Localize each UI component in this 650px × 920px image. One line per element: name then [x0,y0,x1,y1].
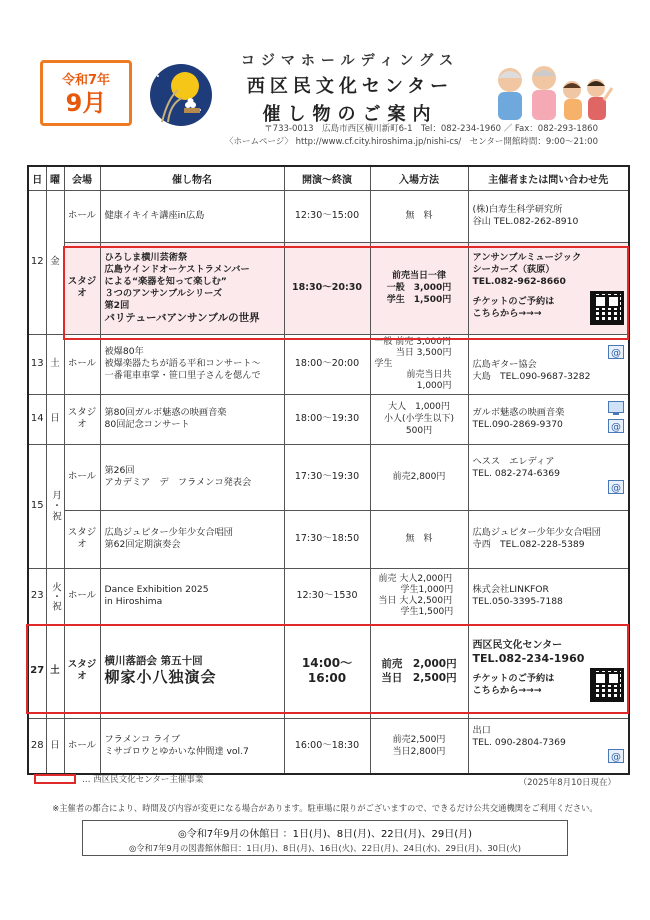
event-name-cell [100,568,284,624]
admission-line: 1,000円 [416,380,452,391]
event-line: 横川落語会 第五十回 [104,655,203,667]
table-row [28,242,629,334]
event-title: 柳家小八独演会 [104,668,217,686]
day-cell: 13 [28,334,46,394]
admission-line: 前売当日一律 [391,271,446,281]
time-cell: 16:00～18:30 [284,718,370,774]
event-name-cell [100,624,284,718]
event-line: 第80回ガルボ魅惑の映画音楽 [104,407,227,418]
contact-cell [468,394,629,444]
page-title: 催し物のご案内 [262,104,438,125]
contact-line: TEL. 082-274-6369 [472,468,560,479]
venue-cell: スタジオ [64,624,100,718]
event-line: 80回記念コンサート [104,419,190,430]
admission-line: 学生1,000円 [400,585,454,595]
event-line: 健康イキイキ講座in広島 [104,210,205,221]
contact-line: TEL.082-234-1960 [472,652,585,665]
time-cell: 12:30～1530 [284,568,370,624]
event-line: ３つのアンサンブルシリーズ [104,288,223,299]
event-line: バリテューバアンサンブルの世界 [104,312,260,324]
closed-days: ◎令和7年9月の休館日 ：1日(月)、8日(月)、22日(月)、29日(月) [177,829,472,840]
admission-line: 学生 [374,358,393,369]
table-row [28,444,629,510]
venue-cell: ホール [64,190,100,242]
ticket-link-text: こちらから→→→ [472,685,542,696]
contact-cell [468,190,629,242]
event-line: Dance Exhibition 2025 [104,584,209,595]
event-line: in Hiroshima [104,596,163,607]
day-cell: 15 [28,444,46,568]
admission-line: 学生1,500円 [400,607,454,617]
time-cell: 18:00～20:00 [284,334,370,394]
time-line: 14:00～ [301,656,353,670]
day-cell: 12 [28,190,46,334]
admission-line: 無 料 [405,211,433,221]
email-icon[interactable] [608,749,624,763]
website-line: 〈ホームページ〉 http://www.cf.city.hiroshima.jp/nishi-cs/ センター開館時間：9:00～21:00 [224,137,598,147]
event-name-cell [100,444,284,510]
event-line: 広島ジュピター少年少女合唱団 [104,527,233,538]
admission-line: 学生 1,500円 [386,295,452,305]
time-cell: 17:30～19:30 [284,444,370,510]
event-schedule-table [27,165,630,775]
table-row [28,510,629,568]
day-cell: 28 [28,718,46,774]
contact-cell [468,510,629,568]
contact-line: 株式会社LINKFOR [472,584,549,595]
venue-cell: スタジオ [64,510,100,568]
contact-line: TEL.082-962-8660 [472,275,566,287]
contact-line: シーカーズ（荻原） [472,263,555,275]
email-icon[interactable] [608,419,624,433]
admission-line: 当日 3,500円 [395,347,452,358]
event-line: 一番電車車掌・笹口里子さんを偲んで [104,370,261,381]
legend-text: … 西区民文化センター主催事業 [82,775,204,785]
table-row [28,718,629,774]
column-header: 開演～終演 [284,166,370,190]
contact-line: 西区民文化センター [472,640,563,651]
event-name-cell [100,510,284,568]
admission-line: 前売2,800円 [392,472,446,482]
column-header: 会場 [64,166,100,190]
table-row [28,394,629,444]
table-row [28,334,629,394]
contact-line: アンサンブルミュージック [472,251,582,263]
weekday-cell: 土 [46,334,64,394]
event-line: 第62回定期演奏会 [104,539,181,550]
venue-cell: ホール [64,568,100,624]
admission-cell [370,624,468,718]
contact-line: ヘスス エレディア [472,456,555,467]
month-label: 9月 [65,89,107,117]
admission-cell [370,444,468,510]
time-cell: 12:30～15:00 [284,190,370,242]
column-header: 催し物名 [100,166,284,190]
weekday-cell: 月・祝 [46,444,64,568]
admission-line: 前売2,500円 [392,734,446,745]
month-badge [40,60,132,126]
contact-cell [468,334,629,394]
admission-line: 500円 [405,426,433,436]
weekday-cell: 金 [46,190,64,334]
contact-line: 広島ギター協会 [472,359,537,370]
admission-line: 当日2,800円 [392,746,446,757]
event-name-cell [100,718,284,774]
contact-line: (株)白寿生科学研究所 [472,204,563,215]
as-of-date: （2025年8月10日現在） [518,778,616,788]
family-illustration [484,64,614,122]
contact-cell [468,624,629,718]
day-cell: 14 [28,394,46,444]
table-row [28,190,629,242]
contact-cell [468,242,629,334]
admission-cell [370,242,468,334]
admission-line: 当日 2,500円 [381,672,457,684]
closed-days-box [82,820,568,856]
table-row [28,568,629,624]
center-name: 西区民文化センター [246,76,454,97]
contact-cell [468,444,629,510]
contact-line: チケットのご予約は [472,673,555,684]
admission-line: 一般 前売 3,000円 [374,336,451,347]
event-line: ひろしま横川芸術祭 [104,252,188,263]
venue-cell: ホール [64,444,100,510]
column-header: 曜 [46,166,64,190]
contact-line: 寺西 TEL.082-228-5389 [472,539,585,550]
column-header: 主催者または問い合わせ先 [468,166,629,190]
admission-line: 一般 3,000円 [386,283,452,293]
email-icon[interactable] [608,480,624,494]
contact-line: ガルボ魅惑の映画音楽 [472,407,565,418]
event-line: 第2回 [104,300,130,311]
day-cell: 27 [28,624,46,718]
event-name-cell [100,190,284,242]
venue-cell: ホール [64,334,100,394]
event-name-cell [100,394,284,444]
venue-cell: スタジオ [64,242,100,334]
svg-text:@: @ [611,483,621,494]
qr-code-icon[interactable] [590,668,624,702]
event-line: 被爆80年 [104,346,144,357]
contact-line: TEL.050-3395-7188 [472,596,563,607]
svg-text:@: @ [611,751,621,763]
company-name: コジマホールディングス [240,53,460,69]
svg-text:@: @ [611,422,621,433]
contact-info [225,123,598,149]
qr-code-icon[interactable] [590,291,624,325]
time-cell: 18:00～19:30 [284,394,370,444]
admission-line: 大人 1,000円 [388,402,450,412]
column-header: 入場方法 [370,166,468,190]
admission-line: 無 料 [405,534,433,544]
time-cell: 18:30～20:30 [284,242,370,334]
contact-line: チケットのご予約は [472,295,555,307]
time-cell [284,624,370,718]
table-header-row [28,166,629,190]
admission-line: 前売当日共 [406,369,452,380]
admission-cell [370,334,468,394]
event-line: による“楽器を知って楽しむ” [104,276,227,287]
contact-cell [468,718,629,774]
event-name-cell [100,334,284,394]
event-line: フラメンコ ライブ [104,733,181,745]
contact-cell [468,568,629,624]
table-row [28,624,629,718]
venue-cell: スタジオ [64,394,100,444]
contact-line: 大島 TEL.090-9687-3282 [472,371,591,382]
weekday-cell: 日 [46,394,64,444]
admission-cell [370,568,468,624]
era-label: 令和7年 [61,73,111,88]
admission-cell [370,510,468,568]
website-icon[interactable] [608,401,624,415]
time-cell: 17:30～18:50 [284,510,370,568]
event-line: 広島ウインドオーケストラメンバー [104,264,250,275]
admission-line: 小人(小学生以下) [383,414,455,424]
admission-cell [370,718,468,774]
address-line: 〒733-0013 広島市西区横川新町6-1 Tel：082-234-1960 ／ Fax：082-293-1860 [264,124,598,134]
admission-cell [370,394,468,444]
legend-swatch [34,774,76,784]
day-cell: 23 [28,568,46,624]
admission-line: 当日 大人2,500円 [378,596,453,606]
notice-text: ※主催者の都合により、時間及び内容が変更になる場合があります。駐車場に限りがございますので、できるだけ公共交通機関をご利用ください。 [52,803,598,813]
library-closed-days: ◎令和7年9月の図書館休館日：1日(月)、8日(月)、16日(火)、22日(月)、24日(水)、29日(月)、30日(火) [129,843,521,853]
admission-cell [370,190,468,242]
contact-line: 広島ジュピター少年少女合唱団 [472,527,601,538]
svg-text:@: @ [611,348,621,359]
event-line: ミサゴロウとゆかいな仲間達 vol.7 [104,745,249,757]
organization-title [220,50,480,126]
contact-line: TEL.090-2869-9370 [472,419,563,430]
moon-viewing-illustration [148,62,214,128]
admission-line: 前売 大人2,000円 [378,574,453,584]
contact-line: 出口 [472,724,491,736]
weekday-cell: 土 [46,624,64,718]
email-icon[interactable] [608,345,624,359]
event-line: 第26回 [104,465,135,476]
ticket-link-text: こちらから→→→ [472,307,542,319]
column-header: 日 [28,166,46,190]
venue-cell: ホール [64,718,100,774]
weekday-cell: 日 [46,718,64,774]
weekday-cell: 火・祝 [46,568,64,624]
event-line: 被爆楽器たちが語る平和コンサート～ [104,358,261,369]
legend [34,773,203,785]
event-line: アカデミア デ フラメンコ発表会 [104,477,252,488]
admission-line: 前売 2,000円 [381,658,457,670]
contact-line: TEL. 090-2804-7369 [472,736,566,748]
event-name-cell [100,242,284,334]
contact-line: 谷山 TEL.082-262-8910 [472,216,579,227]
time-line: 16:00 [307,671,347,685]
